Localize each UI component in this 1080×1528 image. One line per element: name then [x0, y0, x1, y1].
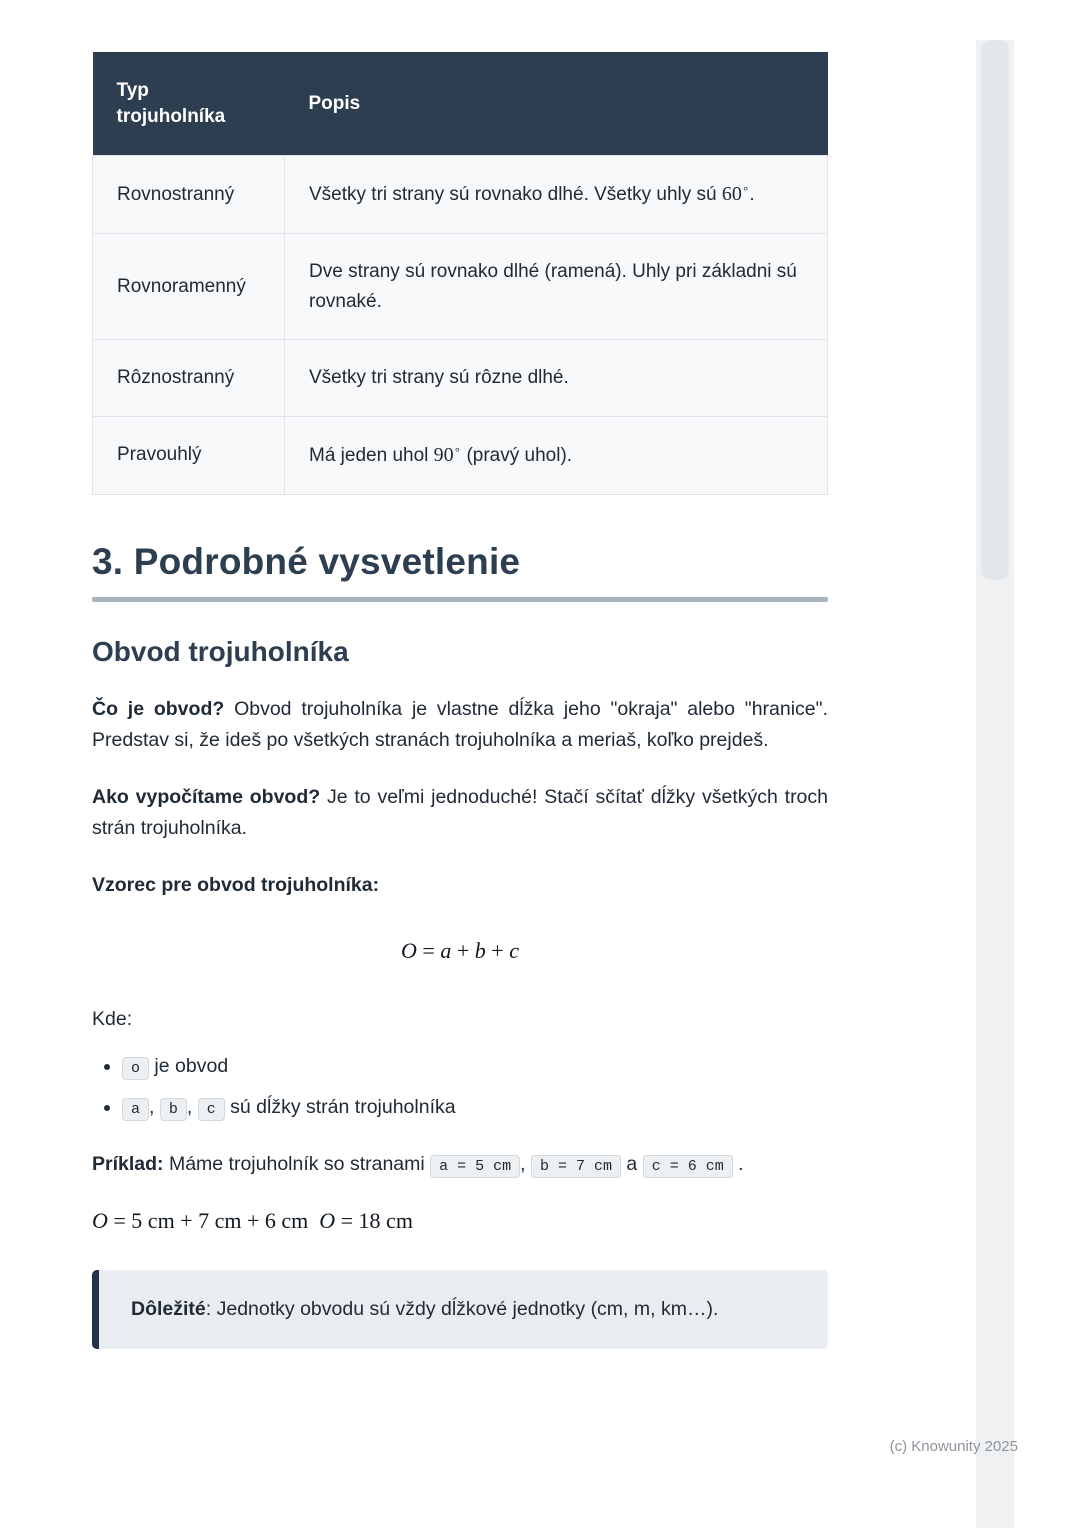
triangle-type-cell: Rovnoramenný — [93, 234, 285, 340]
bold-text: Čo je obvod? — [92, 697, 225, 720]
table-row — [93, 156, 828, 234]
math-degree-value: 90∘ — [433, 441, 462, 466]
triangle-description-cell: Má jeden uhol 90∘ (pravý uhol). — [285, 416, 828, 494]
code-chip: c = 6 cm — [643, 1155, 733, 1178]
scrollbar-track[interactable] — [976, 40, 1014, 1528]
paragraph-example: Príklad: Máme trojuholník so stranami a = 5 cm , b = 7 cm a c = 6 cm . — [92, 1149, 828, 1180]
table-header-row — [93, 52, 828, 156]
important-callout — [92, 1270, 828, 1349]
footer-credit: (c) Knowunity 2025 — [889, 1438, 1018, 1455]
bold-text: Dôležité — [131, 1298, 206, 1321]
column-header-description: Popis — [285, 52, 828, 156]
math-variable: O — [319, 1208, 336, 1234]
content-area — [92, 52, 828, 1349]
math-variable: a — [440, 937, 452, 963]
table-row — [93, 416, 828, 494]
table-row — [93, 340, 828, 416]
example-calculation: O = 5 cm + 7 cm + 6 cm O = 18 cm — [92, 1208, 413, 1234]
where-label: Kde: — [92, 1007, 133, 1030]
scrollbar-thumb[interactable] — [981, 40, 1009, 580]
code-chip: b = 7 cm — [531, 1155, 621, 1178]
math-degree-value: 60∘ — [721, 181, 750, 206]
table-row — [93, 234, 828, 340]
code-chip: a = 5 cm — [430, 1155, 520, 1178]
formula-label — [92, 870, 828, 901]
heading-divider — [92, 597, 828, 602]
list-item: • o je obvod — [122, 1051, 828, 1082]
section-heading: 3. Podrobné vysvetlenie — [92, 540, 521, 582]
paragraph-how-to-calculate: Ako vypočítame obvod? Je to veľmi jednoduché! Stačí sčítať dĺžky všetkých troch strán trojuholníka. — [92, 785, 828, 840]
column-header-type: Typ trojuholníka — [93, 52, 285, 156]
triangle-type-cell: Rovnostranný — [93, 156, 285, 234]
math-variable: c — [509, 937, 519, 963]
bold-text: Ako vypočítame obvod? — [92, 785, 321, 808]
where-list — [122, 1051, 828, 1123]
code-chip: c — [198, 1098, 225, 1121]
bold-text: Vzorec pre obvod trojuholníka: — [92, 874, 380, 897]
list-item: • a , b , c sú dĺžky strán trojuholníka — [122, 1092, 828, 1123]
triangle-type-cell: Pravouhlý — [93, 416, 285, 494]
math-variable: O — [401, 937, 417, 963]
triangle-description-cell: Všetky tri strany sú rôzne dlhé. — [285, 340, 828, 416]
callout-text: Dôležité: Jednotky obvodu sú vždy dĺžkové jednotky (cm, m, km…). — [131, 1298, 719, 1321]
triangle-type-cell: Rôznostranný — [93, 340, 285, 416]
math-variable: O — [92, 1208, 108, 1234]
perimeter-formula: O = a + b + c — [401, 937, 519, 963]
subsection-heading: Obvod trojuholníka — [92, 635, 349, 667]
triangle-table-body — [93, 156, 828, 494]
triangle-description-cell: Dve strany sú rovnako dlhé (ramená). Uhly pri základni sú rovnaké. — [285, 234, 828, 340]
math-variable: b — [474, 937, 486, 963]
code-chip: b — [160, 1098, 187, 1121]
code-chip: a — [122, 1098, 149, 1121]
bold-text: Príklad: — [92, 1153, 164, 1176]
code-chip: o — [122, 1057, 149, 1080]
triangle-types-table — [92, 52, 828, 495]
paragraph-what-is-perimeter: Čo je obvod? Obvod trojuholníka je vlastne dĺžka jeho "okraja" alebo "hranice". Predstav si, že ideš po všetkých stranách trojuholníka a meriaš, koľko prejdeš. — [92, 697, 828, 751]
triangle-description-cell: Všetky tri strany sú rovnako dlhé. Všetky uhly sú 60∘. — [285, 156, 828, 234]
